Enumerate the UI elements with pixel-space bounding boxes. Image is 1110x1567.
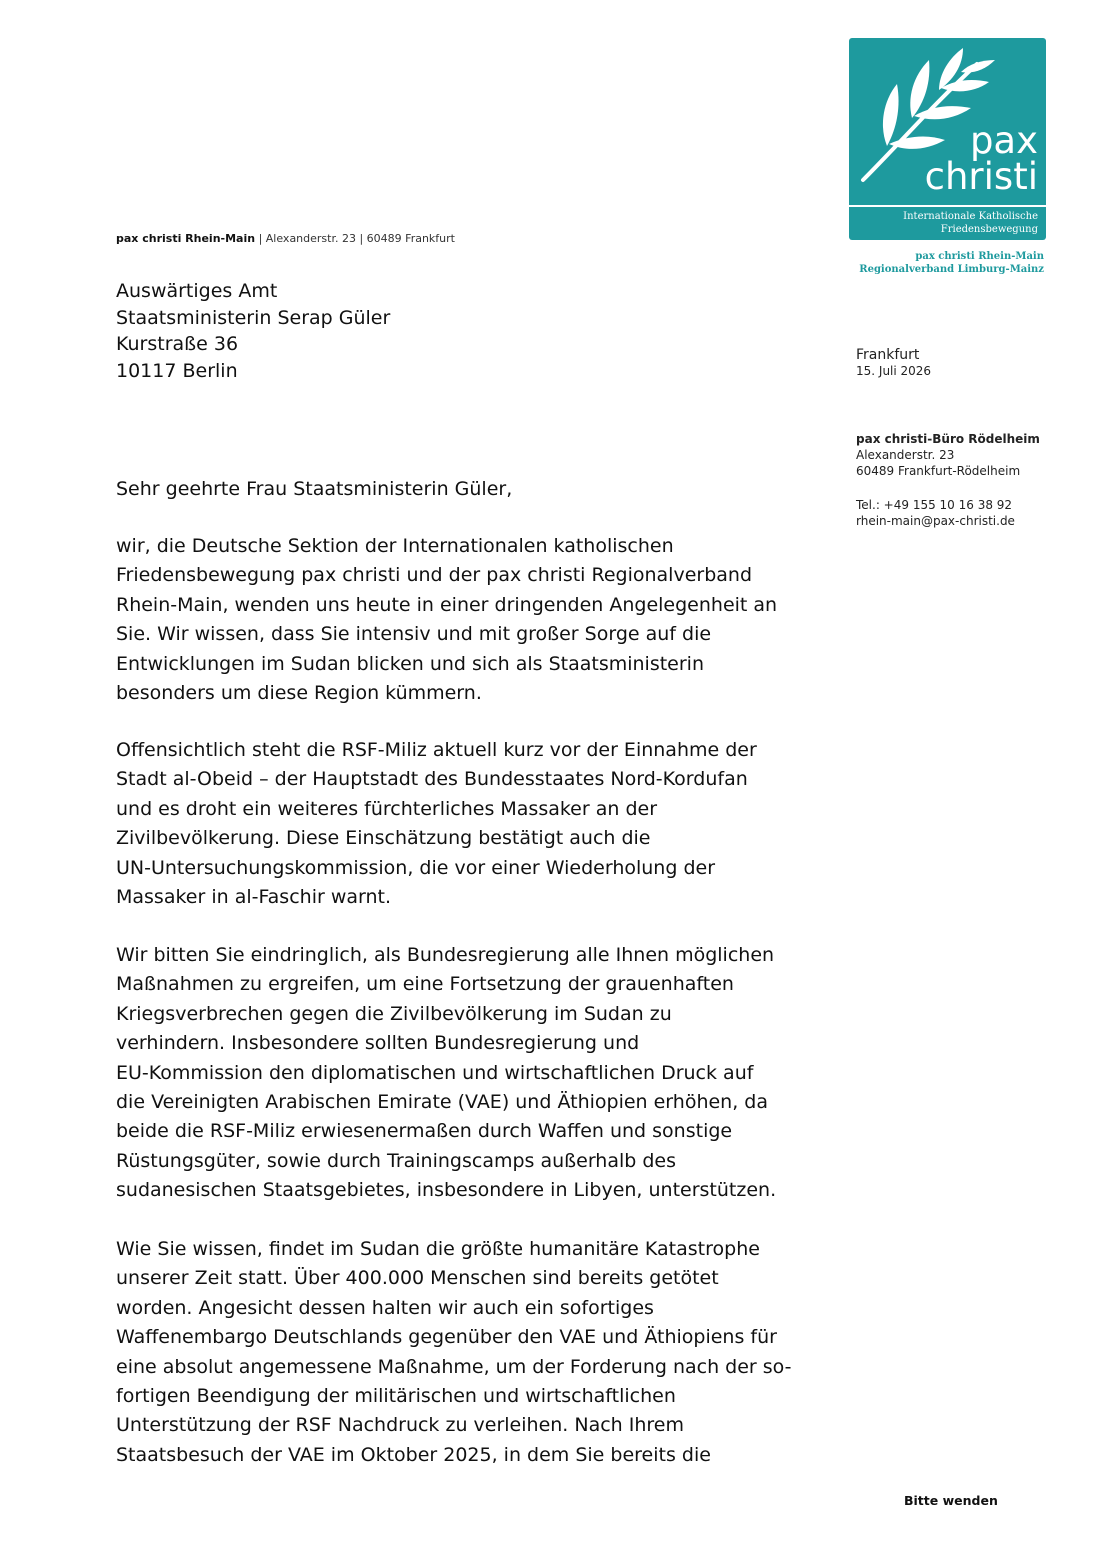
text-line: beide die RSF-Miliz erwiesenermaßen durch Waffen und sonstige: [116, 1120, 733, 1143]
text-line: Wir bitten Sie eindringlich, als Bundesregierung alle Ihnen möglichen: [116, 944, 775, 966]
recipient-line: 10117 Berlin: [116, 360, 238, 383]
text-line: Zivilbevölkerung. Diese Einschätzung bestätigt auch die: [116, 827, 651, 850]
contact-block: [856, 431, 1040, 479]
contact-phone: Tel.: +49 155 10 16 38 92: [856, 498, 1013, 512]
logo-subtitle-line-1: Internationale Katholische: [903, 211, 1038, 222]
sender-org: pax christi Rhein-Main: [116, 232, 256, 245]
text-line: fortigen Beendigung der militärischen und wirtschaftlichen: [116, 1385, 676, 1408]
text-line: Kriegsverbrechen gegen die Zivilbevölkerung im Sudan zu: [116, 1002, 672, 1025]
sender-return-address: [116, 232, 455, 245]
body-paragraph-3: [116, 941, 816, 1206]
contact-city: 60489 Frankfurt-Rödelheim: [856, 464, 1021, 478]
salutation: Sehr geehrte Frau Staatsministerin Güler,: [116, 478, 513, 500]
place-date: [856, 347, 931, 379]
region-label: [859, 250, 1044, 276]
contact-street: Alexanderstr. 23: [856, 448, 955, 462]
text-line: UN-Untersuchungskommission, die vor einer Wiederholung der: [116, 856, 716, 879]
logo-subtitle-line-2: Friedensbewegung: [940, 224, 1038, 235]
text-line: Wie Sie wissen, findet im Sudan die größte humanitäre Katastrophe: [116, 1238, 760, 1260]
region-line-1: pax christi Rhein-Main: [915, 251, 1044, 262]
text-line: verhindern. Insbesondere sollten Bundesregierung und: [116, 1032, 640, 1055]
recipient-line: Auswärtiges Amt: [116, 280, 278, 302]
contact-details: [856, 497, 1015, 529]
logo-word-christi: christi: [924, 155, 1038, 198]
text-line: Rhein-Main, wenden uns heute in einer dringenden Angelegenheit an: [116, 593, 778, 616]
recipient-line: Kurstraße 36: [116, 333, 239, 356]
text-line: wir, die Deutsche Sektion der Internationalen katholischen: [116, 535, 674, 557]
text-line: Offensichtlich steht die RSF-Miliz aktuell kurz vor der Einnahme der: [116, 739, 757, 761]
body-paragraph-4: [116, 1235, 816, 1470]
text-line: worden. Angesicht dessen halten wir auch ein sofortiges: [116, 1296, 654, 1319]
date: 15. Juli 2026: [856, 364, 932, 378]
text-line: EU-Kommission den diplomatischen und wirtschaftlichen Druck auf: [116, 1061, 754, 1084]
text-line: Waffenembargo Deutschlands gegenüber den VAE und Äthiopiens für: [116, 1326, 777, 1349]
text-line: Stadt al-Obeid – der Hauptstadt des Bundesstaates Nord-Kordufan: [116, 768, 748, 791]
text-line: besonders um diese Region kümmern.: [116, 682, 482, 705]
text-line: sudanesischen Staatsgebietes, insbesondere in Libyen, unterstützen.: [116, 1179, 777, 1202]
contact-office: pax christi-Büro Rödelheim: [856, 432, 1040, 446]
sender-address: | Alexanderstr. 23 | 60489 Frankfurt: [255, 232, 455, 245]
text-line: die Vereinigten Arabischen Emirate (VAE) und Äthiopien erhöhen, da: [116, 1091, 769, 1114]
text-line: Staatsbesuch der VAE im Oktober 2025, in dem Sie bereits die: [116, 1443, 711, 1466]
logo-subtitle: [849, 205, 1046, 240]
recipient-address: [116, 278, 390, 385]
text-line: Massaker in al-Faschir warnt.: [116, 886, 392, 909]
text-line: eine absolut angemessene Maßnahme, um der Forderung nach der so-: [116, 1355, 792, 1378]
region-line-2: Regionalverband Limburg-Mainz: [859, 264, 1044, 275]
body-paragraph-2: [116, 736, 816, 912]
text-line: Unterstützung der RSF Nachdruck zu verleihen. Nach Ihrem: [116, 1414, 684, 1437]
recipient-line: Staatsministerin Serap Güler: [116, 306, 391, 329]
text-line: Maßnahmen zu ergreifen, um eine Fortsetzung der grauenhaften: [116, 973, 734, 996]
please-turn-over-note: Bitte wenden: [904, 1493, 998, 1508]
text-line: Friedensbewegung pax christi und der pax christi Regionalverband: [116, 564, 753, 587]
contact-email: rhein-main@pax-christi.de: [856, 514, 1015, 528]
body-paragraph-1: [116, 532, 816, 708]
pax-christi-logo: [849, 38, 1046, 240]
logo-word-pax: pax: [969, 119, 1038, 162]
text-line: unserer Zeit statt. Über 400.000 Menschen sind bereits getötet: [116, 1267, 719, 1290]
text-line: Sie. Wir wissen, dass Sie intensiv und mit großer Sorge auf die: [116, 623, 712, 646]
text-line: Rüstungsgüter, sowie durch Trainingscamps außerhalb des: [116, 1149, 677, 1172]
text-line: und es droht ein weiteres fürchterliches Massaker an der: [116, 797, 658, 820]
text-line: Entwicklungen im Sudan blicken und sich als Staatsministerin: [116, 652, 705, 675]
place: Frankfurt: [856, 347, 920, 363]
